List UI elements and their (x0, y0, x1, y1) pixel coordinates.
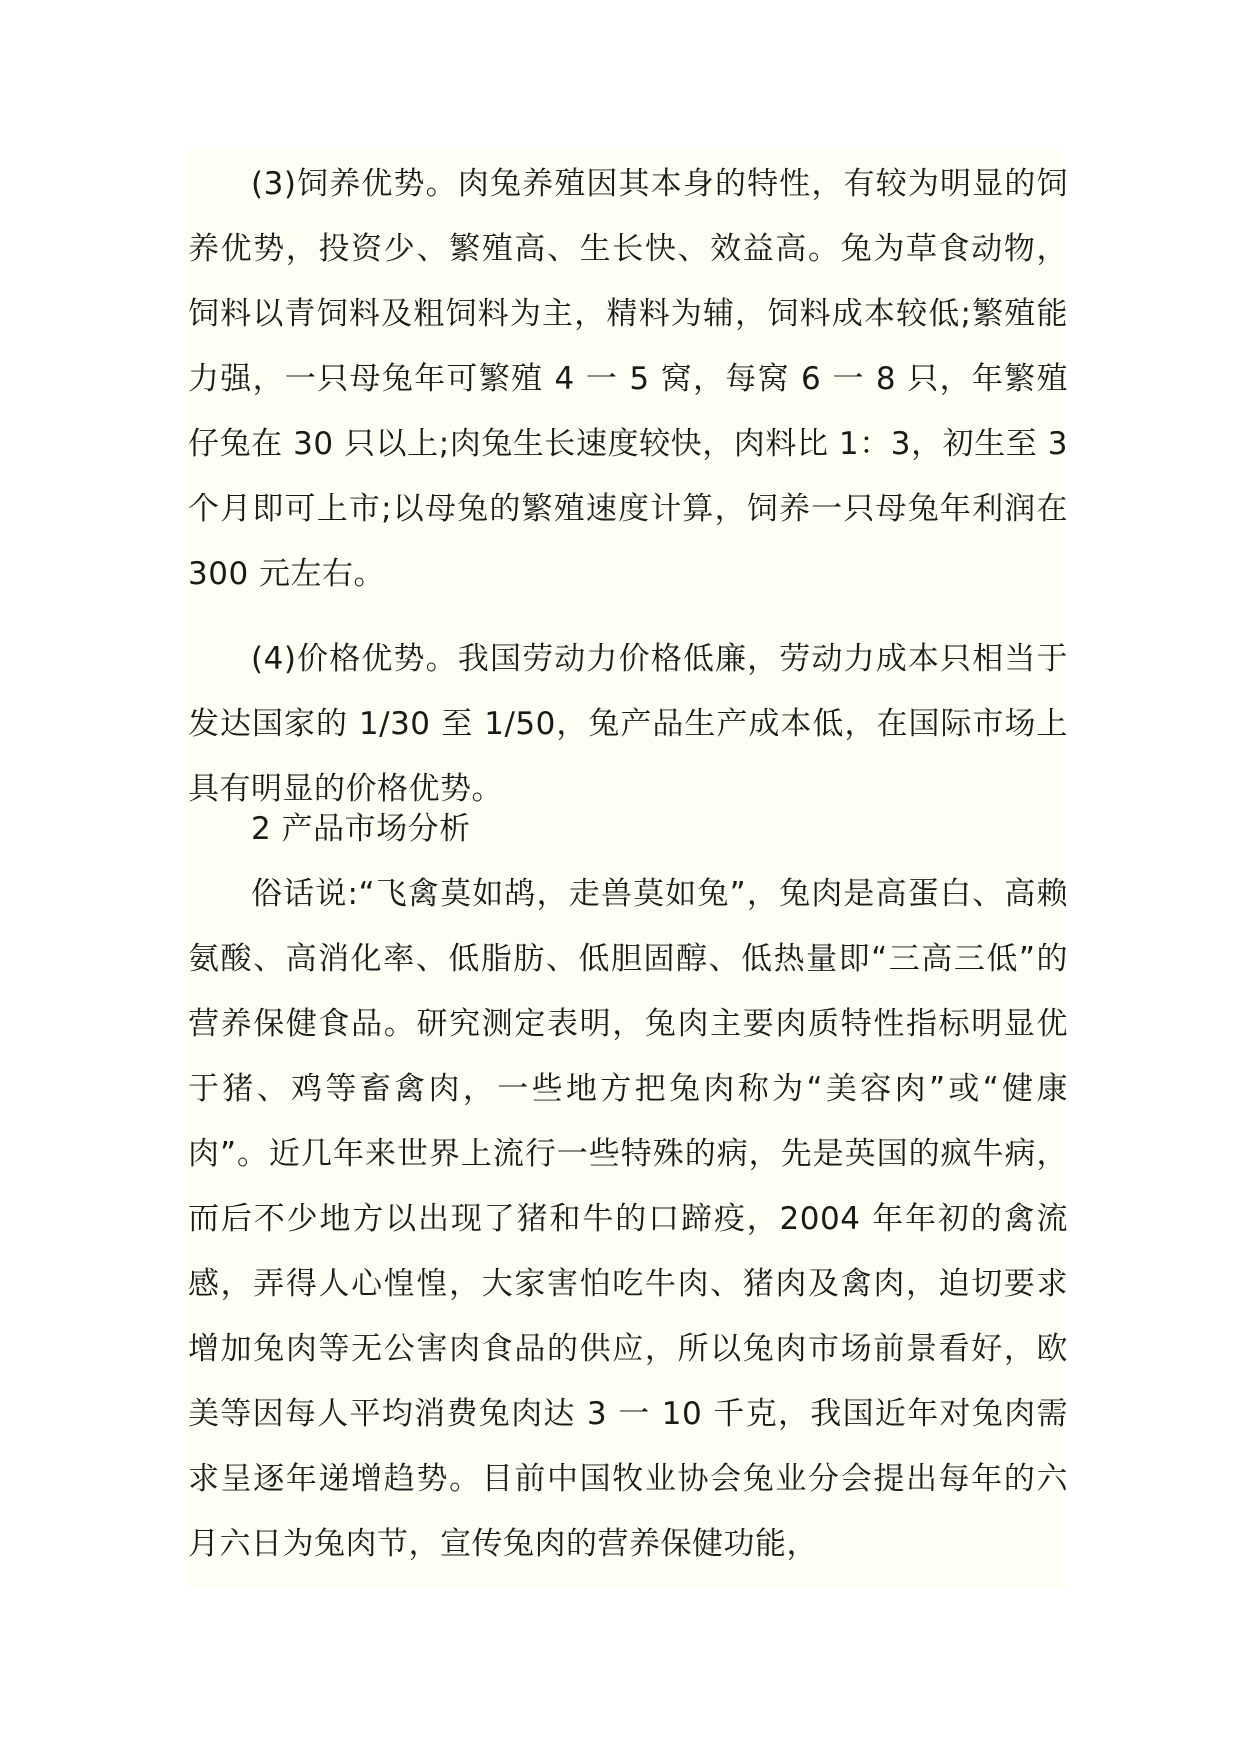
paragraph-market-analysis: 俗话说:“飞禽莫如鸪，走兽莫如兔”，兔肉是高蛋白、高赖氨酸、高消化率、低脂肪、低胆固醇、低热量即“三高三低”的营养保健食品。研究测定表明，兔肉主要肉质特性指标明显优于猪、鸡等畜禽肉，一些地方把兔肉称为“美容肉”或“健康肉”。近几年来世界上流行一些特殊的病，先是英国的疯牛病，而后不少地方以出现了猪和牛的口蹄疫，2004 年年初的禽流感，弄得人心惶惶，大家害怕吃牛肉、猪肉及禽肉，迫切要求增加兔肉等无公害肉食品的供应，所以兔肉市场前景看好，欧美等因每人平均消费兔肉达 3 一 10 千克，我国近年对兔肉需求呈逐年递增趋势。目前中国牧业协会兔业分会提出每年的六月六日为兔肉节，宣传兔肉的营养保健功能， (188, 876, 1068, 1562)
paragraph-price-advantage: (4)价格优势。我国劳动力价格低廉，劳动力成本只相当于发达国家的 1/30 至 1/50，兔产品生产成本低，在国际市场上具有明显的价格优势。 (188, 641, 1068, 807)
section-heading-market-analysis: 2 产品市场分析 (251, 811, 471, 847)
paragraph-feeding-advantage: (3)饲养优势。肉兔养殖因其本身的特性，有较为明显的饲养优势，投资少、繁殖高、生长快、效益高。兔为草食动物，饲料以青饲料及粗饲料为主，精料为辅，饲料成本较低;繁殖能力强，一只母兔年可繁殖 4 一 5 窝，每窝 6 一 8 只，年繁殖仔兔在 30 只以上;肉兔生长速度较快，肉料比 1：3，初生至 3 个月即可上市;以母兔的繁殖速度计算，饲养一只母兔年利润在 300 元左右。 (188, 166, 1068, 592)
